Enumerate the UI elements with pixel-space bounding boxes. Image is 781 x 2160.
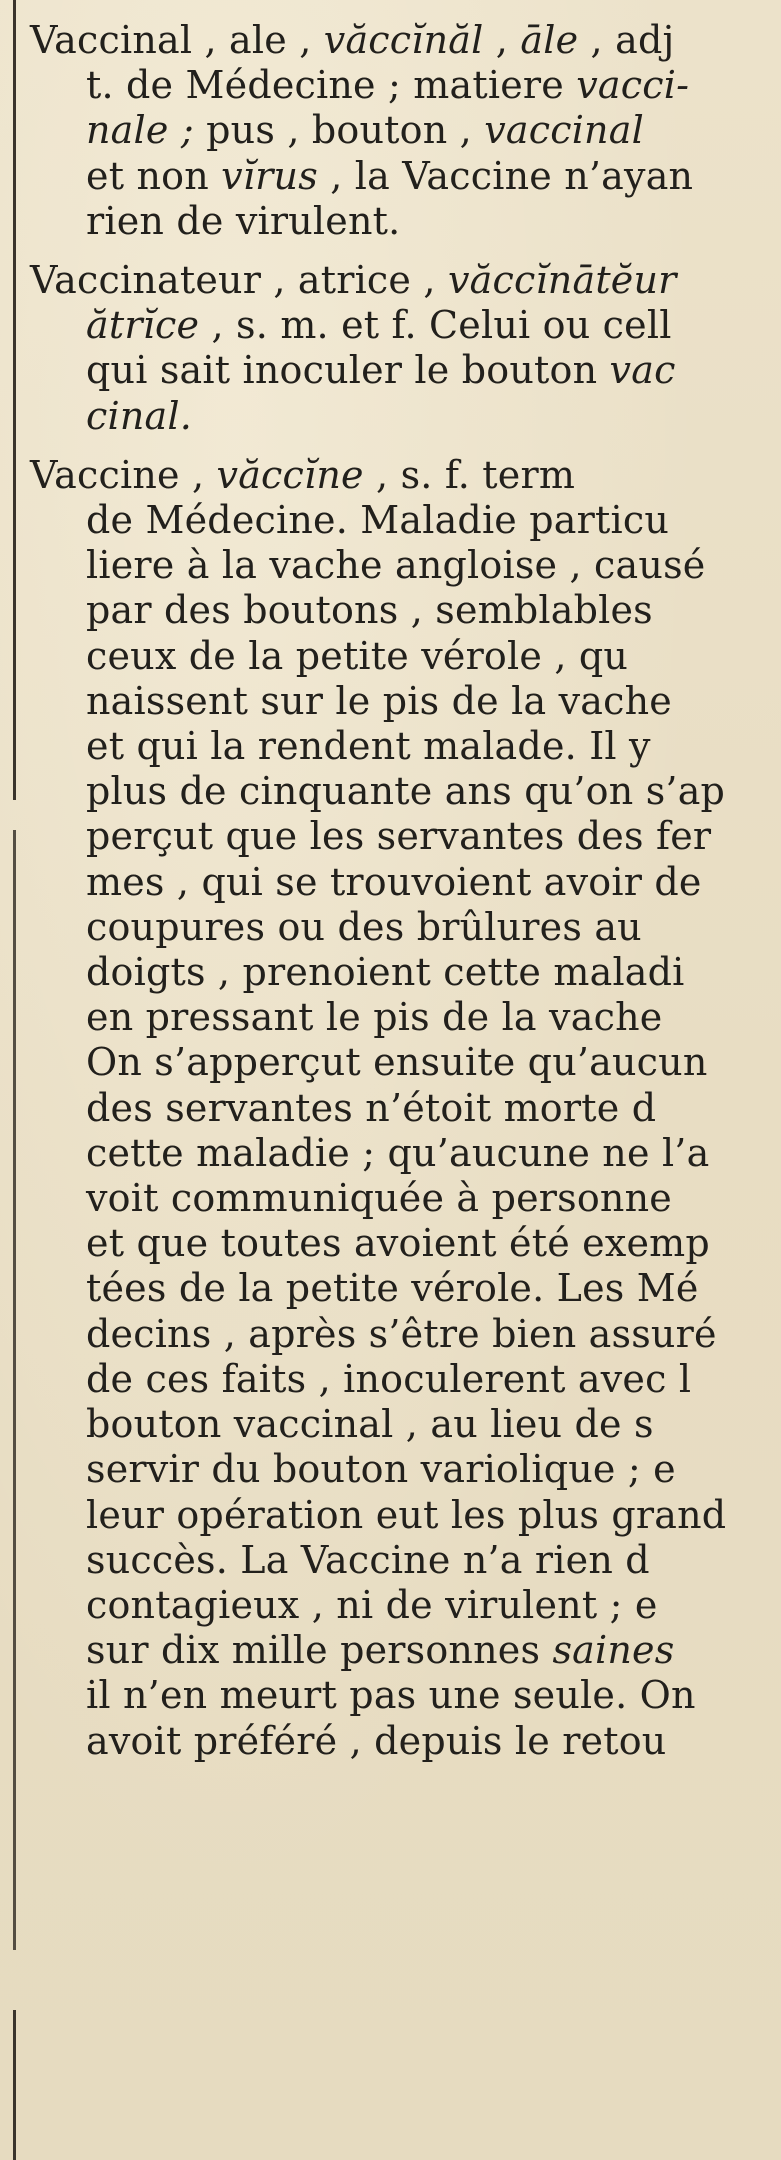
- italic-run: ătrĭce: [86, 303, 200, 348]
- text-run: On s’apperçut ensuite qu’aucun: [86, 1040, 708, 1085]
- entry-text-line: [30, 199, 781, 244]
- entry-text-line: [30, 1719, 781, 1764]
- italic-run: vĭrus: [221, 153, 318, 198]
- entry-text-line: [30, 348, 781, 393]
- entry-text-line: [30, 679, 781, 724]
- text-run: coupures ou des brûlures au: [86, 904, 642, 949]
- text-run: de Médecine. Maladie particu: [86, 498, 670, 543]
- dictionary-entry: [30, 18, 781, 244]
- text-run: et qui la rendent malade. Il y: [86, 724, 651, 769]
- italic-run: văccĭne: [216, 452, 364, 497]
- dictionary-entry: [30, 258, 781, 439]
- text-run: naissent sur le pis de la vache: [86, 678, 672, 723]
- entry-text-line: [30, 1086, 781, 1131]
- text-run: pus , bouton ,: [193, 108, 485, 153]
- entry-text-line: [30, 1176, 781, 1221]
- entry-text-line: [30, 1538, 781, 1583]
- text-run: , s. m. et f. Celui ou cell: [199, 303, 672, 348]
- entry-text-line: [30, 154, 781, 199]
- italic-run: cinal.: [86, 393, 192, 438]
- text-run: doigts , prenoient cette maladi: [86, 950, 685, 995]
- text-run: contagieux , ni de virulent ; e: [86, 1582, 658, 1627]
- entry-text-line: [30, 1447, 781, 1492]
- text-run: qui sait inoculer le bouton: [86, 348, 610, 393]
- entry-text-line: [30, 1402, 781, 1447]
- text-run: leur opération eut les plus grand: [86, 1492, 727, 1537]
- entry-text-line: [30, 394, 781, 439]
- entry-text-line: [30, 1040, 781, 1085]
- italic-run: văccĭnātĕur: [447, 258, 677, 303]
- entry-text-line: [30, 1312, 781, 1357]
- text-run: et que toutes avoient été exemp: [86, 1221, 710, 1266]
- text-run: tées de la petite vérole. Les Mé: [86, 1266, 699, 1311]
- entry-text-line: [30, 1673, 781, 1718]
- text-run: succès. La Vaccine n’a rien d: [86, 1537, 650, 1582]
- entry-headword-line: [30, 18, 781, 63]
- text-run: Vaccinal , ale ,: [30, 18, 324, 62]
- entry-text-line: [30, 814, 781, 859]
- entry-text-line: [30, 860, 781, 905]
- italic-run: nale ;: [86, 108, 194, 153]
- entry-text-line: [30, 724, 781, 769]
- text-run: Vaccine ,: [30, 452, 217, 497]
- italic-run: saines: [552, 1628, 675, 1673]
- text-run: il n’en meurt pas une seule. On: [86, 1673, 696, 1718]
- text-run: voit communiquée à personne: [86, 1176, 672, 1221]
- column-rule-bottom: [13, 2010, 16, 2160]
- text-run: et non: [86, 153, 222, 198]
- text-run: decins , après s’être bien assuré: [86, 1311, 717, 1356]
- text-run: plus de cinquante ans qu’on s’ap: [86, 769, 726, 814]
- entry-text-line: [30, 1131, 781, 1176]
- text-run: des servantes n’étoit morte d: [86, 1085, 657, 1130]
- text-run: liere à la vache angloise , causé: [86, 543, 706, 588]
- text-run: Vaccinateur , atrice ,: [30, 258, 448, 303]
- entry-text-line: [30, 63, 781, 108]
- entry-text-line: [30, 1221, 781, 1266]
- italic-run: āle: [520, 18, 579, 62]
- entry-headword-line: [30, 258, 781, 303]
- entry-text-line: [30, 498, 781, 543]
- entry-text-line: [30, 634, 781, 679]
- entry-text-line: [30, 769, 781, 814]
- entry-text-line: [30, 950, 781, 995]
- text-run: bouton vaccinal , au lieu de s: [86, 1402, 654, 1447]
- text-run: cette maladie ; qu’aucune ne l’a: [86, 1130, 710, 1175]
- italic-run: vaccinal: [484, 108, 644, 153]
- italic-run: vac: [609, 348, 676, 393]
- entry-text-line: [30, 905, 781, 950]
- text-run: par des boutons , semblables: [86, 588, 653, 633]
- column-rule-top: [13, 0, 16, 800]
- entry-text-line: [30, 1357, 781, 1402]
- entry-text-line: [30, 995, 781, 1040]
- text-run: de ces faits , inoculerent avec l: [86, 1356, 692, 1401]
- entry-text-line: [30, 1493, 781, 1538]
- text-run: , la Vaccine n’ayan: [317, 153, 694, 198]
- entry-gap: [30, 244, 781, 258]
- entry-text-line: [30, 108, 781, 153]
- text-run: t. de Médecine ; matiere: [86, 63, 577, 108]
- italic-run: vacci-: [576, 63, 690, 108]
- entry-headword-line: [30, 453, 781, 498]
- entry-text-line: [30, 1583, 781, 1628]
- entry-text-line: [30, 543, 781, 588]
- entry-gap: [30, 439, 781, 453]
- entry-text-line: [30, 1266, 781, 1311]
- text-run: rien de virulent.: [86, 198, 401, 243]
- text-run: ,: [483, 18, 521, 62]
- text-run: en pressant le pis de la vache: [86, 995, 663, 1040]
- text-run: ceux de la petite vérole , qu: [86, 633, 629, 678]
- text-run: sur dix mille personnes: [86, 1628, 553, 1673]
- text-run: avoit préféré , depuis le retou: [86, 1718, 667, 1763]
- dictionary-entry: [30, 453, 781, 1764]
- text-run: perçut que les servantes des fer: [86, 814, 712, 859]
- entry-text-line: [30, 303, 781, 348]
- text-run: mes , qui se trouvoient avoir de: [86, 859, 702, 904]
- dictionary-text-column: [30, 18, 781, 1764]
- entry-text-line: [30, 588, 781, 633]
- text-run: , s. f. term: [363, 452, 576, 497]
- italic-run: văccĭnăl: [323, 18, 484, 62]
- text-run: , adj: [578, 18, 675, 62]
- column-rule-middle: [13, 830, 16, 1950]
- entry-text-line: [30, 1628, 781, 1673]
- text-run: servir du bouton variolique ; e: [86, 1447, 676, 1492]
